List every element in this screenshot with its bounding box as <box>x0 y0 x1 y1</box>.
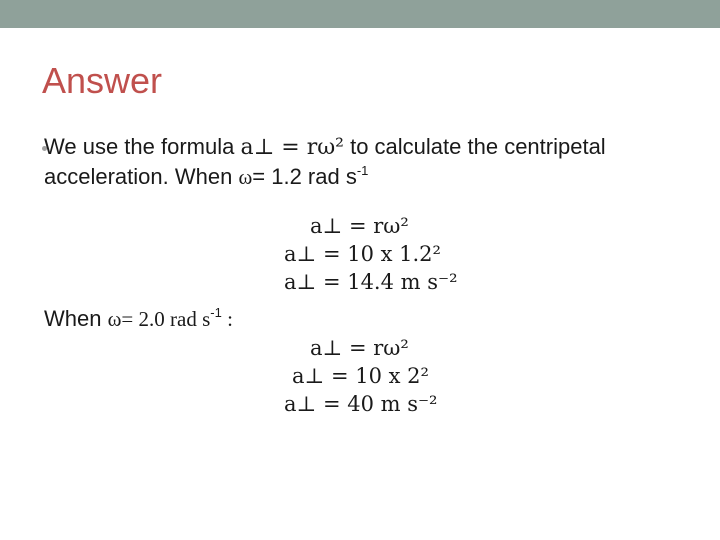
second-case-label <box>44 304 233 334</box>
equation-line: a⊥ = rω² <box>310 214 409 238</box>
intro-text-2: to calculate the centripetal acceleration. When <box>44 134 606 189</box>
intro-paragraph <box>44 132 684 192</box>
omega-symbol-1: ω <box>238 165 253 189</box>
slide-title: Answer <box>42 60 163 101</box>
equation-line: a⊥ = 10 x 2² <box>292 364 429 388</box>
omega-value-2: = 2.0 rad s <box>121 307 211 331</box>
omega-value-1: = 1.2 rad s <box>252 164 357 189</box>
equation-line: a⊥ = 10 x 1.2² <box>284 242 441 266</box>
equation-line: a⊥ = rω² <box>310 336 409 360</box>
inline-formula: a⊥ = rω² <box>240 135 344 160</box>
omega-tail-2: : <box>221 307 233 331</box>
omega-symbol-2: ω <box>107 307 122 331</box>
equation-line: a⊥ = 40 m s⁻² <box>284 392 438 416</box>
omega-exponent-1: -1 <box>356 162 369 178</box>
slide-top-bar <box>0 0 720 28</box>
intro-text-1: We use the formula <box>44 134 241 159</box>
when-text-2: When <box>44 306 108 331</box>
omega-exponent-2: -1 <box>210 304 222 320</box>
equation-line: a⊥ = 14.4 m s⁻² <box>284 270 458 294</box>
